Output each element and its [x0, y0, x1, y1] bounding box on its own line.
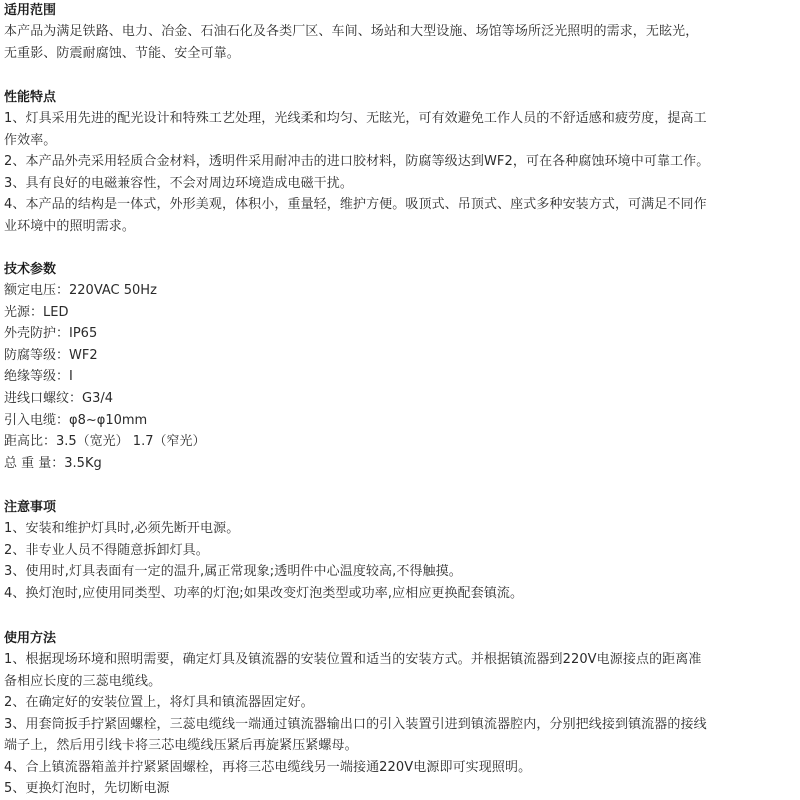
spec-total-weight: 总 重 量：3.5Kg	[4, 455, 102, 471]
section-notice	[4, 497, 794, 604]
spec-anticorrosion-grade: 防腐等级：WF2	[4, 347, 98, 363]
list-item: 3、使用时,灯具表面有一定的温升,属正常现象;透明件中心温度较高,不得触摸。	[4, 564, 462, 579]
section-application	[4, 0, 698, 64]
section-usage	[4, 628, 794, 800]
section-features	[4, 87, 794, 237]
list-item: 3、具有良好的电磁兼容性，不会对周边环境造成电磁干扰。	[4, 175, 353, 191]
list-item: 1、灯具采用先进的配光设计和特殊工艺处理，光线柔和均匀、无眩光，可有效避免工作人员的不舒适感和疲劳度，提高工	[4, 111, 707, 126]
spec-light-source: 光源：LED	[4, 304, 69, 320]
spec-insulation-class: 绝缘等级：I	[4, 369, 73, 385]
section-title-notice: 注意事项	[4, 500, 57, 515]
list-item: 备相应长度的三蕊电缆线。	[4, 673, 162, 689]
list-item: 1、安装和维护灯具时,必须先断开电源。	[4, 521, 240, 536]
list-item: 4、换灯泡时,应使用同类型、功率的灯泡;如果改变灯泡类型或功率,应相应更换配套镇流。	[4, 585, 524, 601]
section-title-usage: 使用方法	[4, 631, 57, 646]
list-item: 4、合上镇流器箱盖并拧紧紧固螺栓，再将三芯电缆线另一端接通220V电源即可实现照明。	[4, 759, 532, 775]
list-item: 2、非专业人员不得随意拆卸灯具。	[4, 542, 209, 558]
section-title-specs: 技术参数	[4, 262, 57, 277]
list-item: 3、用套筒扳手拧紧固螺栓，三蕊电缆线一端通过镇流器输出口的引入装置引进到镇流器腔内，分别把线接到镇流器的接线	[4, 716, 707, 732]
paragraph-line: 无重影、防震耐腐蚀、节能、安全可靠。	[4, 45, 240, 61]
list-item: 作效率。	[4, 132, 57, 148]
list-item: 端子上，然后用引线卡将三芯电缆线压紧后再旋紧压紧螺母。	[4, 738, 358, 753]
list-item: 1、根据现场环境和照明需要，确定灯具及镇流器的安装位置和适当的安装方式。并根据镇流器到220V电源接点的距离准	[4, 652, 702, 667]
paragraph-line: 本产品为满足铁路、电力、冶金、石油石化及各类厂区、车间、场站和大型设施、场馆等场所泛光照明的需求，无眩光，	[4, 24, 699, 39]
list-item: 2、在确定好的安装位置上，将灯具和镇流器固定好。	[4, 695, 314, 710]
section-title-features: 性能特点	[4, 90, 57, 105]
list-item: 业环境中的照明需求。	[4, 218, 136, 234]
spec-enclosure-protection: 外壳防护：IP65	[4, 326, 98, 342]
spec-inlet-thread: 进线口螺纹：G3/4	[4, 390, 113, 406]
spec-cable-entry: 引入电缆：φ8~φ10mm	[4, 412, 148, 428]
spec-spacing-ratio: 距高比：3.5（宽光） 1.7（窄光）	[4, 434, 206, 450]
spec-rated-voltage: 额定电压：220VAC 50Hz	[4, 283, 157, 298]
list-item: 5、更换灯泡时，先切断电源	[4, 781, 170, 796]
list-item: 2、本产品外壳采用轻质合金材料，透明件采用耐冲击的进口胶材料，防腐等级达到WF2，可在各种腐蚀环境中可靠工作。	[4, 154, 710, 169]
section-title-application: 适用范围	[4, 3, 57, 18]
list-item: 4、本产品的结构是一体式，外形美观，体积小，重量轻，维护方便。吸顶式、吊顶式、座式多种安装方式，可满足不同作	[4, 197, 707, 212]
section-specs	[4, 259, 794, 474]
